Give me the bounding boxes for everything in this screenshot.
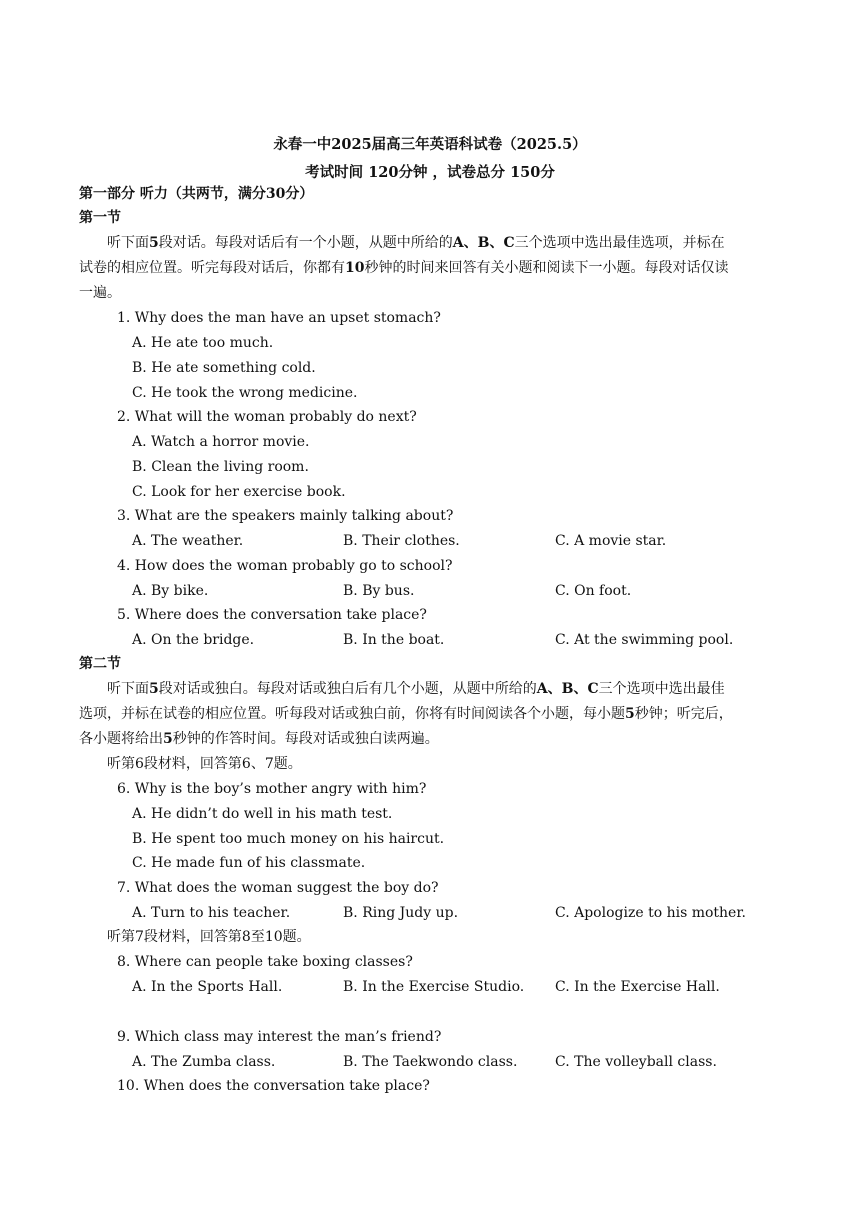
question-4: 4. How does the woman probably go to school? (117, 558, 453, 574)
q6-option-a: A. He didn’t do well in his math test. (132, 806, 393, 822)
q5-option-b: B. In the boat. (343, 632, 445, 648)
q7-option-c: C. Apologize to his mother. (555, 905, 746, 921)
question-3: 3. What are the speakers mainly talking about? (117, 508, 454, 524)
question-6: 6. Why is the boy’s mother angry with him? (117, 781, 427, 797)
exam-title: 永春一中2025届高三年英语科试卷（2025.5） (273, 136, 587, 153)
q4-option-b: B. By bus. (343, 583, 415, 599)
q7-option-b: B. Ring Judy up. (343, 905, 459, 921)
section1-heading: 第一节 (79, 210, 121, 226)
q7-option-a: A. Turn to his teacher. (132, 905, 291, 921)
q5-option-a: A. On the bridge. (132, 632, 255, 648)
question-1: 1. Why does the man have an upset stomach? (117, 310, 441, 326)
q4-option-c: C. On foot. (555, 583, 632, 599)
section2-instruction-line2: 选项，并标在试卷的相应位置。听每段对话或独白前，你将有时间阅读各个小题，每小题5秒钟；听完后， (79, 706, 733, 722)
question-9: 9. Which class may interest the man’s friend? (117, 1029, 442, 1045)
section1-instruction-line1: 听下面5段对话。每段对话后有一个小题，从题中所给的A、B、C三个选项中选出最佳选项，并标在 (107, 235, 725, 251)
part1-heading: 第一部分 听力（共两节，满分30分） (79, 186, 314, 202)
q8-option-a: A. In the Sports Hall. (132, 979, 283, 995)
q2-option-c: C. Look for her exercise book. (132, 484, 346, 500)
material-7-instruction: 听第7段材料，回答第8至10题。 (107, 929, 311, 945)
q6-option-c: C. He made fun of his classmate. (132, 855, 366, 871)
q8-option-b: B. In the Exercise Studio. (343, 979, 525, 995)
q9-option-a: A. The Zumba class. (132, 1054, 276, 1070)
question-2: 2. What will the woman probably do next? (117, 409, 417, 425)
q2-option-b: B. Clean the living room. (132, 459, 309, 475)
question-10: 10. When does the conversation take place? (117, 1078, 430, 1094)
q9-option-b: B. The Taekwondo class. (343, 1054, 518, 1070)
q3-option-c: C. A movie star. (555, 533, 667, 549)
section1-instruction-line2: 试卷的相应位置。听完每段对话后，你都有10秒钟的时间来回答有关小题和阅读下一小题。每段对话仅读 (79, 260, 729, 276)
section2-instruction-line1: 听下面5段对话或独白。每段对话或独白后有几个小题，从题中所给的A、B、C三个选项中选出最佳 (107, 681, 725, 697)
exam-subtitle: 考试时间 120分钟 ，试卷总分 150分 (305, 164, 555, 181)
q9-option-c: C. The volleyball class. (555, 1054, 717, 1070)
q8-option-c: C. In the Exercise Hall. (555, 979, 720, 995)
question-7: 7. What does the woman suggest the boy do? (117, 880, 439, 896)
q3-option-b: B. Their clothes. (343, 533, 460, 549)
q3-option-a: A. The weather. (132, 533, 244, 549)
q4-option-a: A. By bike. (132, 583, 209, 599)
q1-option-b: B. He ate something cold. (132, 360, 316, 376)
section2-heading: 第二节 (79, 656, 121, 672)
q6-option-b: B. He spent too much money on his haircut. (132, 831, 445, 847)
section2-instruction-line3: 各小题将给出5秒钟的作答时间。每段对话或独白读两遍。 (79, 731, 439, 747)
q5-option-c: C. At the swimming pool. (555, 632, 734, 648)
material-6-instruction: 听第6段材料，回答第6、7题。 (107, 756, 302, 772)
question-5: 5. Where does the conversation take place? (117, 607, 427, 623)
q1-option-a: A. He ate too much. (132, 335, 274, 351)
q2-option-a: A. Watch a horror movie. (132, 434, 310, 450)
question-8: 8. Where can people take boxing classes? (117, 954, 413, 970)
section1-instruction-line3: 一遍。 (79, 285, 121, 301)
q1-option-c: C. He took the wrong medicine. (132, 385, 358, 401)
